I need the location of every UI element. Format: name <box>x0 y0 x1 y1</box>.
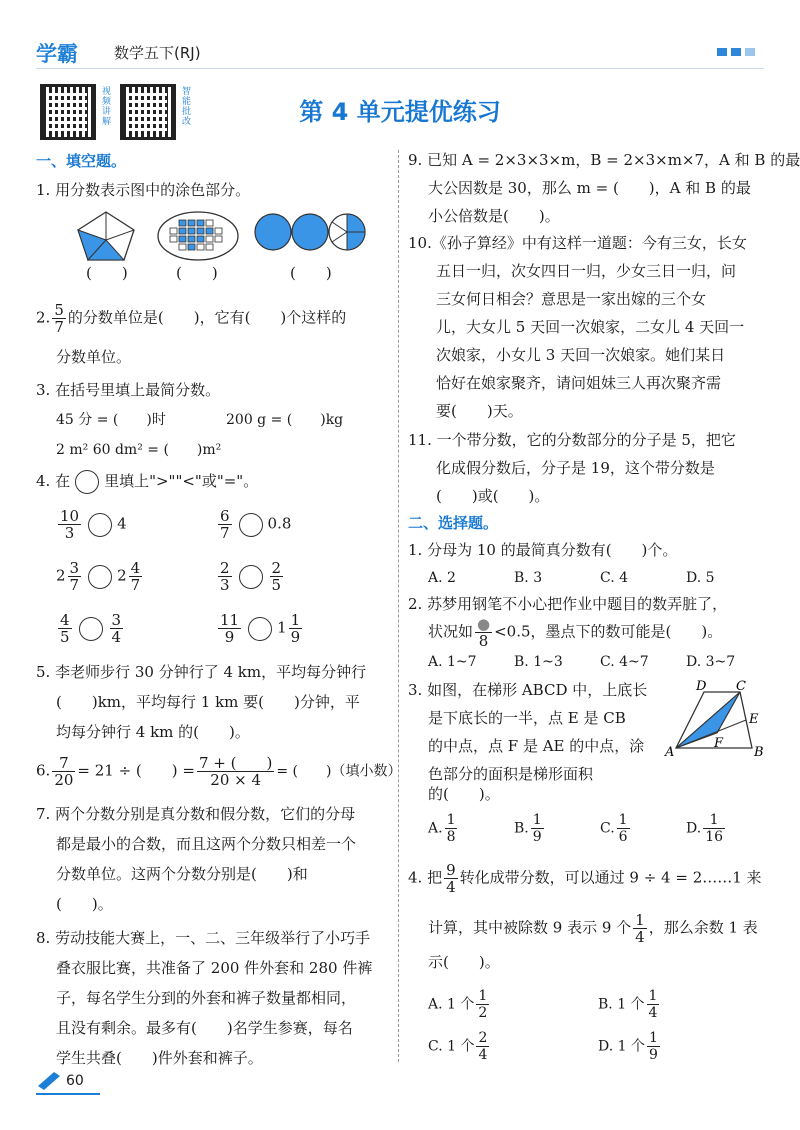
q2-line2: 分数单位。 <box>56 348 132 366</box>
q4-item-2: $\frac{6}{7}$ 0.8 <box>220 507 292 542</box>
svg-text:E: E <box>749 712 759 727</box>
circles-figure <box>254 212 368 252</box>
q6-line: 6. $\frac{7}{20}$ = 21 ÷ ( ) = $\frac{7 + ( )}{20 \times 4}$ = ( )（填小数） <box>36 754 402 789</box>
header-dot <box>717 48 727 56</box>
compare-circle[interactable] <box>79 617 103 641</box>
c1-opt-d[interactable]: D. 5 <box>686 570 715 586</box>
q10-line7: 要( )天。 <box>436 402 523 420</box>
page-title: 第 4 单元提优练习 <box>299 98 501 126</box>
q8-line2: 叠衣服比赛，共准备了 200 件外套和 280 件裤 <box>56 959 373 977</box>
q1-blank-2[interactable]: ( ) <box>176 264 218 282</box>
c1-opt-a[interactable]: A. 2 <box>428 570 456 586</box>
brand-logo: 学霸 <box>36 42 78 66</box>
q10-line1: 10.《孙子算经》中有这样一道题：今有三女，长女 <box>408 234 747 252</box>
section-choice: 二、选择题。 <box>408 514 499 532</box>
svg-text:D: D <box>696 679 707 694</box>
q7-line3: 分数单位。这两个分数分别是( )和 <box>56 865 308 883</box>
q7-line4: ( )。 <box>56 895 113 913</box>
c3-line2: 是下底长的一半，点 E 是 CB <box>428 709 626 727</box>
compare-circle[interactable] <box>239 565 263 589</box>
c2-opt-c[interactable]: C. 4~7 <box>600 654 649 670</box>
q10-line6: 恰好在娘家聚齐，请问姐妹三人再次聚齐需 <box>436 374 722 392</box>
c4-line2: 计算，其中被除数 9 表示 9 个 $\frac{1}{4}$ ，那么余数 1 表 <box>428 911 758 946</box>
q10-line5: 次娘家，小女儿 3 天回一次娘家。她们某日 <box>436 346 726 364</box>
c1-opt-c[interactable]: C. 4 <box>600 570 629 586</box>
svg-text:A: A <box>665 745 675 760</box>
q4-item-1: $\frac{10}{3}$ 4 <box>60 507 127 542</box>
pen-icon <box>36 1070 62 1090</box>
c2-line2: 状况如 $\frac{●}{8}$ <0.5，墨点下的数可能是( )。 <box>428 615 723 650</box>
c3-opt-c[interactable]: C. $\frac{1}{6}$ <box>600 812 628 845</box>
book-title: 数学五下(RJ) <box>114 44 201 62</box>
c1-opt-b[interactable]: B. 3 <box>514 570 543 586</box>
q8-line5: 学生共叠( )件外套和裤子。 <box>56 1049 263 1067</box>
c4-line1: 4. 把 $\frac{9}{4}$ 转化成带分数，可以通过 9 ÷ 4 = 2……1 来 <box>408 861 762 896</box>
q11-line3: ( )或( )。 <box>436 487 550 505</box>
c4-opt-c[interactable]: C. 1 个 $\frac{2}{4}$ <box>428 1030 488 1063</box>
grid-oval-figure <box>156 210 240 262</box>
c3-line4: 色部分的面积是梯形面积 <box>428 765 594 783</box>
c3-opt-a[interactable]: A. $\frac{1}{8}$ <box>428 812 456 845</box>
q10-line4: 儿，大女儿 5 天回一次娘家，二女儿 4 天回一 <box>436 318 745 336</box>
header-divider <box>36 68 764 69</box>
q1-blank-3[interactable]: ( ) <box>290 264 332 282</box>
compare-circle[interactable] <box>248 617 272 641</box>
c3-line5: 的( )。 <box>428 785 500 803</box>
q9-line2: 大公因数是 30，那么 m = ( )，A 和 B 的最 <box>428 179 751 197</box>
q8-line1: 8. 劳动技能大赛上，一、二、三年级举行了小巧手 <box>36 929 371 947</box>
footer-underline <box>36 1093 100 1095</box>
c4-opt-d[interactable]: D. 1 个 $\frac{1}{9}$ <box>598 1030 658 1063</box>
q9-line1: 9. 已知 A = 2×3×3×m，B = 2×3×m×7，A 和 B 的最 <box>408 151 800 169</box>
q5-line3: 均每分钟行 4 km 的( )。 <box>56 723 250 741</box>
column-divider <box>398 150 399 1062</box>
compare-circle[interactable] <box>239 513 263 537</box>
qr-label-grading: 智能批改 <box>180 86 190 126</box>
svg-text:B: B <box>754 745 764 760</box>
c3-line3: 的中点，点 F 是 AE 的中点，涂 <box>428 737 645 755</box>
c2-line1: 2. 苏梦用钢笔不小心把作业中题目的数弄脏了， <box>408 595 728 613</box>
q4-text: 4. 在 里填上">""<"或"="。 <box>36 470 258 494</box>
q7-line1: 7. 两个分数分别是真分数和假分数，它们的分母 <box>36 805 356 823</box>
qr-label-video: 视频讲解 <box>100 86 110 126</box>
q4-item-5: $\frac{4}{5}$ $\frac{3}{4}$ <box>60 611 122 646</box>
q3-text: 3. 在括号里填上最简分数。 <box>36 381 221 399</box>
q9-line3: 小公倍数是( )。 <box>428 207 560 225</box>
svg-text:C: C <box>736 679 746 694</box>
ink-blot-icon: ● <box>477 615 491 633</box>
q3-a: 45 分 = ( )时 <box>56 412 166 428</box>
c1-text: 1. 分母为 10 的最简真分数有( )个。 <box>408 541 678 559</box>
c4-opt-b[interactable]: B. 1 个 $\frac{1}{4}$ <box>598 988 658 1021</box>
fraction: $\frac{5}{7}$ <box>54 301 64 336</box>
q3-b: 200 g = ( )kg <box>226 412 344 428</box>
trapezoid-figure <box>664 678 768 760</box>
q5-line1: 5. 李老师步行 30 分钟行了 4 km，平均每分钟行 <box>36 663 367 681</box>
compare-circle[interactable] <box>88 565 112 589</box>
c4-line3: 示( )。 <box>428 953 500 971</box>
c2-opt-a[interactable]: A. 1~7 <box>428 654 477 670</box>
compare-circle[interactable] <box>88 513 112 537</box>
c3-opt-d[interactable]: D. $\frac{1}{16}$ <box>686 812 724 845</box>
q4-item-6: $\frac{11}{9}$ 1 $\frac{1}{9}$ <box>220 611 301 646</box>
c2-opt-b[interactable]: B. 1~3 <box>514 654 563 670</box>
q1-text: 1. 用分数表示图中的涂色部分。 <box>36 181 251 199</box>
q10-line3: 三女何日相会？意思是一家出嫁的三个女 <box>436 290 707 308</box>
q10-line2: 五日一归，次女四日一归，少女三日一归，问 <box>436 262 737 280</box>
q8-line4: 且没有剩余。最多有( )名学生参赛，每名 <box>56 1019 353 1037</box>
q1-blank-1[interactable]: ( ) <box>86 264 128 282</box>
q8-line3: 子，每名学生分到的外套和裤子数量都相同， <box>56 989 357 1007</box>
page-number: 60 <box>66 1073 84 1089</box>
c3-line1: 3. 如图，在梯形 ABCD 中，上底长 <box>408 681 648 699</box>
q2-line1: 2. $\frac{5}{7}$ 的分数单位是( )，它有( )个这样的 <box>36 301 347 336</box>
q11-line1: 11. 一个带分数，它的分数部分的分子是 5，把它 <box>408 431 736 449</box>
q5-line2: ( )km，平均每行 1 km 要( )分钟，平 <box>56 693 360 711</box>
q7-line2: 都是最小的合数，而且这两个分数只相差一个 <box>56 835 357 853</box>
q11-line2: 化成假分数后，分子是 19，这个带分数是 <box>436 459 715 477</box>
header-dot <box>745 48 755 56</box>
pentagon-figure <box>76 210 136 262</box>
c3-opt-b[interactable]: B. $\frac{1}{9}$ <box>514 812 542 845</box>
c2-opt-d[interactable]: D. 3~7 <box>686 654 736 670</box>
section-fill-blank: 一、填空题。 <box>36 152 127 170</box>
q4-item-3: 2 $\frac{3}{7}$ 2 $\frac{4}{7}$ <box>56 559 141 594</box>
q3-c: 2 m² 60 dm² = ( )m² <box>56 442 222 458</box>
svg-text:F: F <box>714 736 724 751</box>
q4-item-4: $\frac{2}{3}$ $\frac{2}{5}$ <box>220 559 282 594</box>
circle-icon <box>75 470 99 494</box>
header-dot <box>731 48 741 56</box>
c4-opt-a[interactable]: A. 1 个 $\frac{1}{2}$ <box>428 988 488 1021</box>
